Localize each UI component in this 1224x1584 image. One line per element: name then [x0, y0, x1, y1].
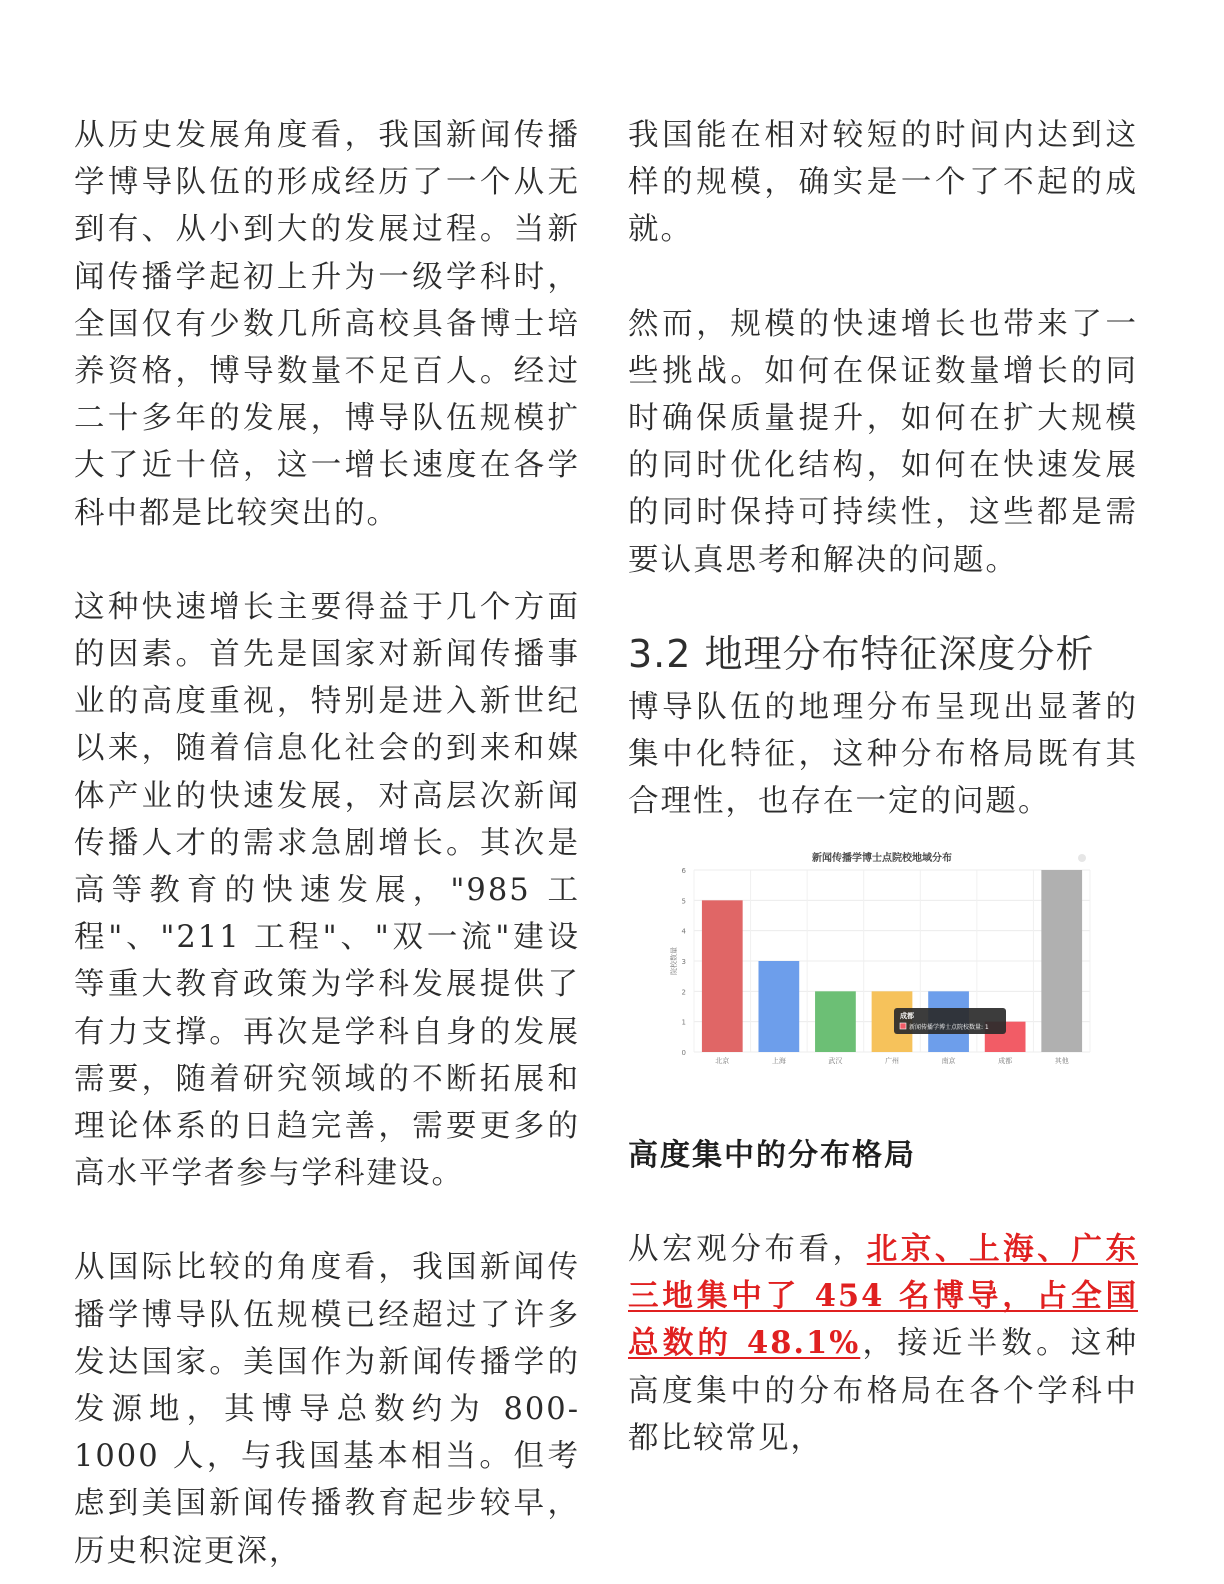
bar-北京 — [702, 900, 743, 1052]
y-tick-label: 0 — [681, 1049, 686, 1057]
bar-其他 — [1041, 870, 1082, 1052]
highlighted-statistic: 北京、上海、广东三地集中了 454 名博导，占全国总数的 48.1% — [628, 1231, 1138, 1362]
x-tick-label: 武汉 — [828, 1057, 843, 1065]
paragraph-concentration — [628, 1226, 1138, 1462]
paragraph-challenges: 然而，规模的快速增长也带来了一些挑战。如何在保证数量增长的同时确保质量提升，如何在扩大规模的同时优化结构，如何在快速发展的同时保持可持续性，这些都是需要认真思考和解决的问题。 — [628, 306, 1138, 578]
section-heading: 3.2 地理分布特征深度分析 — [628, 631, 1095, 676]
y-tick-label: 4 — [681, 927, 686, 936]
tooltip-label: 新闻传播学博士点院校数量: 1 — [909, 1024, 989, 1031]
concentration-rest: ，接近半数。这种高度集中的分布格局在各个学科中都比较常见， — [628, 1326, 1139, 1456]
paragraph-growth-factors: 这种快速增长主要得益于几个方面的因素。首先是国家对新闻传播事业的高度重视，特别是进入新世纪以来，随着信息化社会的到来和媒体产业的快速发展，对高层次新闻传播人才的需求急剧增长。其次是高等教育的快速发展，"985 工程"、"211 工程"、"双一流"建设等重大教育政策为学科发展提供了有力支撑。再次是学科自身的发展需要，随着研究领域的不断拓展和理论体系的日趋完善，需要更多的高水平学者参与学科建设。 — [74, 589, 580, 1192]
tooltip-title: 成都 — [900, 1012, 914, 1020]
x-tick-label: 其他 — [1054, 1057, 1069, 1065]
paragraph-history: 从历史发展角度看，我国新闻传播学博导队伍的形成经历了一个从无到有、从小到大的发展过程。当新闻传播学起初上升为一级学科时，全国仅有少数几所高校具备博士培养资格，博导数量不足百人。经过二十多年的发展，博导队伍规模扩大了近十倍，这一增长速度在各学科中都是比较突出的。 — [74, 118, 580, 531]
y-tick-label: 5 — [681, 897, 686, 906]
y-tick-label: 3 — [681, 958, 686, 966]
chart-menu-icon — [1078, 854, 1086, 862]
y-tick-label: 1 — [681, 1018, 686, 1027]
left-column — [74, 112, 580, 1575]
concentration-lead: 从宏观分布看， — [628, 1232, 867, 1267]
y-axis-label: 院校数量 — [670, 947, 678, 975]
y-tick-label: 2 — [681, 988, 686, 997]
paragraph-achievement: 我国能在相对较短的时间内达到这样的规模，确实是一个了不起的成就。 — [628, 118, 1138, 248]
bar-武汉 — [815, 991, 856, 1052]
x-tick-label: 成都 — [998, 1057, 1013, 1065]
x-tick-label: 北京 — [715, 1057, 730, 1065]
y-tick-label: 6 — [681, 867, 686, 875]
right-column — [628, 112, 1138, 825]
paragraph-distribution-intro: 博导队伍的地理分布呈现出显著的集中化特征，这种分布格局既有其合理性，也存在一定的问题。 — [628, 689, 1138, 820]
subheading-concentration: 高度集中的分布格局 — [628, 1138, 916, 1173]
tooltip-swatch — [900, 1023, 906, 1029]
chart-title: 新闻传播学博士点院校地域分布 — [812, 853, 952, 864]
x-tick-label: 广州 — [885, 1057, 899, 1065]
x-tick-label: 上海 — [771, 1057, 786, 1065]
right-column-lower — [628, 1132, 1138, 1462]
x-tick-label: 南京 — [941, 1057, 956, 1065]
chart-svg — [668, 840, 1098, 1080]
bar-chart — [668, 840, 1098, 1080]
paragraph-international: 从国际比较的角度看，我国新闻传播学博导队伍规模已经超过了许多发达国家。美国作为新闻传播学的发源地，其博导总数约为 800-1000 人，与我国基本相当。但考虑到美国新闻传播教育起步较早，历史积淀更深， — [74, 1250, 580, 1569]
bar-上海 — [758, 961, 799, 1052]
